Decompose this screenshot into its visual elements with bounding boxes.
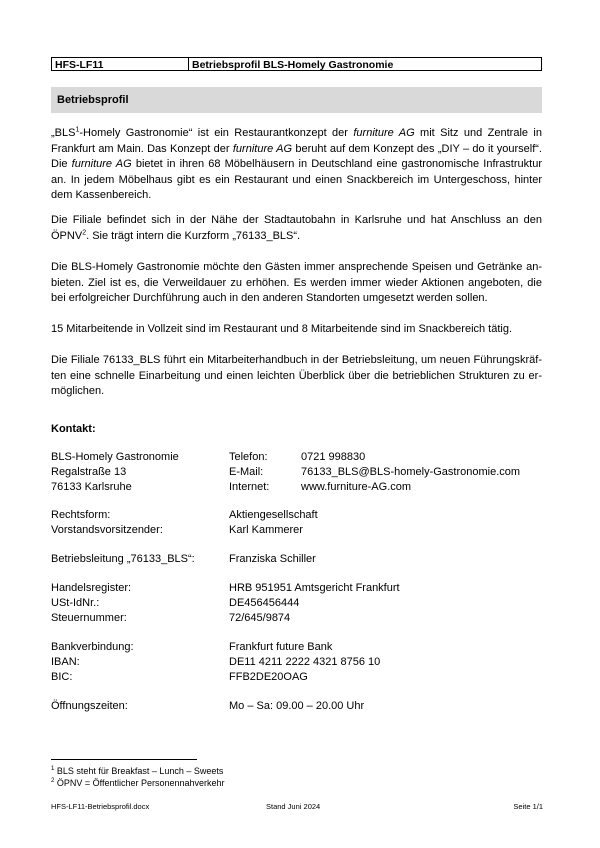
document-code: HFS-LF11 [52, 58, 189, 70]
paragraph-staff: 15 Mitarbeitende in Vollzeit sind im Restaurant und 8 Mitarbeitende sind im Snackbereich tätig. [51, 323, 513, 335]
kontakt-heading: Kontakt: [51, 423, 96, 435]
rechtsform-value: Aktiengesellschaft [229, 509, 318, 521]
street-address: Regalstraße 13 [51, 466, 127, 478]
email-label: E-Mail: [229, 466, 264, 478]
handelsregister-value: HRB 951951 Amtsgericht Frankfurt [229, 582, 400, 594]
phone-label: Telefon: [229, 451, 268, 463]
footer-page-number: Seite 1/1 [513, 802, 543, 811]
paragraph-intro: „BLS$^1$-Homely Gastronomie“ ist ein Restaurantkonzept der furniture AG mit Sitz und Zentrale in Frankfurt am Main. Das Konzept der furniture AG beruht auf dem Konzept des „DIY – do it yourself“. Die furniture AG bietet in ihren 68 Möbelhäusern in Deutschland eine gastronomische Infrastruktur an. In jedem Möbelhaus gibt es ein Restaurant und einen Snackbereich im Untergeschoss, hinter dem Kassenbereich. [51, 126, 542, 201]
bank-value: Frankfurt future Bank [229, 641, 333, 653]
paragraph-goals: Die BLS-Homely Gastronomie möchte den Gästen immer ansprechende Speisen und Getränke an-bieten. Ziel ist es, die Verweildauer zu erhöhen. Es werden immer wieder Aktionen angeboten, die bei erfolgreicher Durchführung auch in den anderen Standorten umgesetzt werden sollen. [51, 261, 542, 304]
paragraph-location: Die Filiale befindet sich in der Nähe der Stadtautobahn in Karlsruhe und hat Anschluss an den ÖPNV$^2$. Sie trägt intern die Kurzform „76133_BLS“. [51, 214, 542, 242]
internet-value: www.furniture-AG.com [301, 481, 412, 493]
document-page: HFS-LF11 Betriebsprofil BLS-Homely Gastronomie Betriebsprofil „BLS$^1$-Homely Gastronomie“ ist ein Restaurantkonzept der furniture AG mit Sitz und Zentrale in Frankfurt am Main. Das Konzept der furniture AG beruht auf dem Konzept des „DIY – do it yourself“. Die furniture AG bietet in ihren 68 Möbelhäusern in Deutschland eine gastronomische Infrastruktur an. In jedem Möbelhaus gibt es ein Restaurant und einen Snackbereich im Untergeschoss, hinter dem Kassenbereich. Die Filiale befindet sich in der Nähe der Stadtautobahn in Karlsruhe und hat Anschluss an den ÖPNV$^2$. Sie trägt intern die Kurzform „76133_BLS“. Die BLS-Homely Gastronomie möchte den Gästen immer ansprechende Speisen und Getränke an-bieten. Ziel ist es, die Verweildauer zu erhöhen. Es werden immer wieder Aktionen angeboten, die bei erfolgreicher Durchführung auch in den anderen Standorten umgesetzt werden sollen. 15 Mitarbeitende in Vollzeit sind im Restaurant und 8 Mitarbeitende sind im Snackbereich tätig. Die Filiale 76133_BLS führt ein Mitarbeiterhandbuch in der Betriebsleitung, um neuen Führungskräf-ten eine schnelle Einarbeitung und einen leichten Überblick über die betrieblichen Strukturen zu er-möglichen. Kontakt: BLS-Homely Gastronomie Telefon: 0721 998830 Regalstraße 13 E-Mail: 76133_BLS@BLS-homely-Gastronomie.com 76133 Karlsruhe Internet: www.furniture-AG.com Rechtsform: Aktiengesellschaft Vorstandsvorsitzender: Karl Kammerer Betriebsleitung „76133_BLS“: Franziska Schiller Handelsregister: HRB 951951 Amtsgericht Frankfurt USt-IdNr.: DE456456444 Steuernummer: 72/645/9874 Bankverbindung: Frankfurt future Bank IBAN: DE11 4211 2222 4321 8756 10 BIC: FFB2DE20OAG Öffnungszeiten: Mo – Sa: 09.00 – 20.00 Uhr $^1$ BLS steht für Breakfast – Lunch – Sweets $^2$ ÖPNV = Öffentlicher Personennahverkehr HFS-LF11-Betriebsprofil.docx Stand Juni 2024 Seite 1/1 [51, 59, 543, 811]
internet-label: Internet: [229, 481, 270, 493]
footnote-ref-2: 2 [82, 228, 87, 236]
paragraph-handbook: Die Filiale 76133_BLS führt ein Mitarbeiterhandbuch in der Betriebsleitung, um neuen Führungskräf-ten eine schnelle Einarbeitung und einen leichten Überblick über die betrieblichen Strukturen zu er-möglichen. [51, 354, 542, 397]
section-heading: Betriebsprofil [51, 87, 542, 113]
footnote-1: $^1$ BLS steht für Breakfast – Lunch – Sweets [51, 766, 224, 776]
vorstand-value: Karl Kammerer [229, 524, 303, 536]
oeffnungszeiten-value: Mo – Sa: 09.00 – 20.00 Uhr [229, 700, 365, 712]
betriebsleitung-value: Franziska Schiller [229, 553, 316, 565]
footnote-2: $^2$ ÖPNV = Öffentlicher Personennahverkehr [51, 778, 225, 788]
header-table [51, 57, 542, 71]
document-title: Betriebsprofil BLS-Homely Gastronomie [192, 59, 394, 71]
ustid-value: DE456456444 [229, 597, 300, 609]
footnote-ref-1: 1 [75, 126, 80, 134]
phone-value: 0721 998830 [301, 451, 366, 463]
company-name: BLS-Homely Gastronomie [51, 451, 179, 463]
footer-filename: HFS-LF11-Betriebsprofil.docx [51, 802, 150, 811]
city-address: 76133 Karlsruhe [51, 481, 132, 493]
steuernummer-value: 72/645/9874 [229, 612, 291, 624]
iban-value: DE11 4211 2222 4321 8756 10 [229, 656, 381, 668]
footer-stand: Stand Juni 2024 [266, 802, 321, 811]
email-value: 76133_BLS@BLS-homely-Gastronomie.com [301, 466, 521, 478]
footnote-separator [51, 759, 197, 760]
bic-value: FFB2DE20OAG [229, 671, 308, 683]
